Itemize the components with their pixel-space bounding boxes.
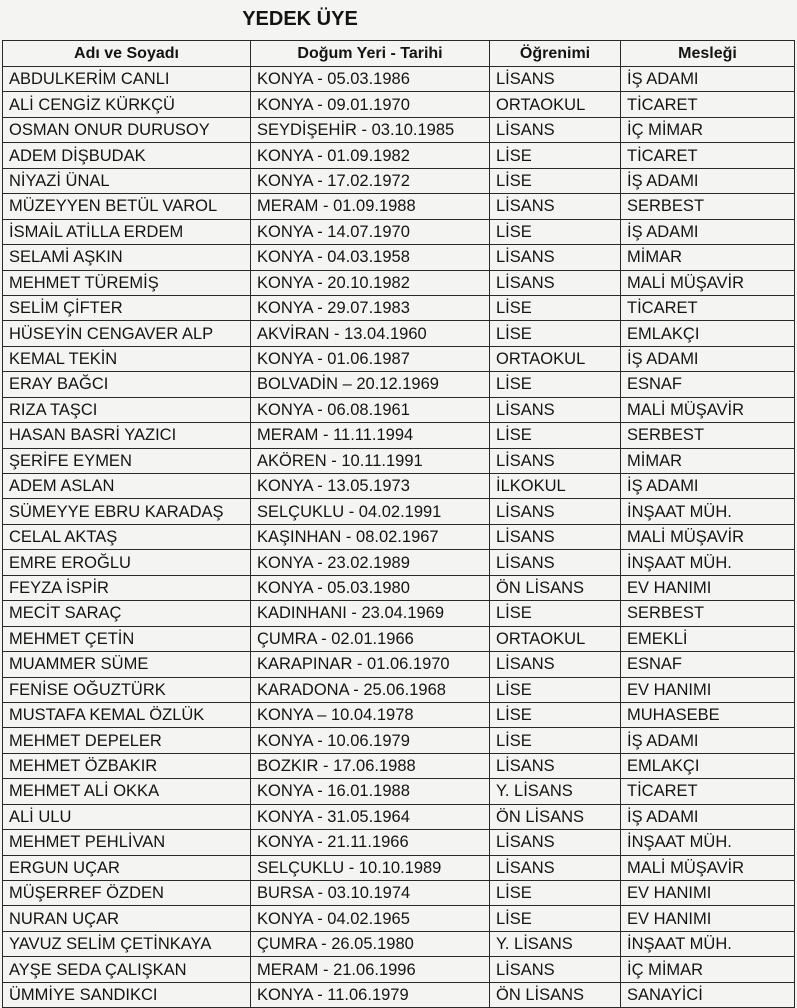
- cell-name: SELİM ÇİFTER: [3, 295, 251, 320]
- cell-birth: KONYA - 04.02.1965: [251, 906, 490, 931]
- table-row: [3, 92, 795, 117]
- cell-birth: AKVİRAN - 13.04.1960: [251, 321, 490, 346]
- cell-name: MEHMET ALİ OKKA: [3, 779, 251, 804]
- cell-birth: MERAM - 21.06.1996: [251, 957, 490, 982]
- table-row: [3, 372, 795, 397]
- table-row: [3, 321, 795, 346]
- cell-occupation: İÇ MİMAR: [621, 117, 795, 142]
- table-row: [3, 779, 795, 804]
- cell-education: ORTAOKUL: [490, 626, 621, 651]
- cell-name: ŞERİFE EYMEN: [3, 448, 251, 473]
- cell-occupation: TİCARET: [621, 92, 795, 117]
- cell-birth: KONYA - 05.03.1986: [251, 67, 490, 92]
- cell-education: LİSE: [490, 601, 621, 626]
- cell-education: LİSE: [490, 168, 621, 193]
- cell-education: ORTAOKUL: [490, 92, 621, 117]
- cell-name: NİYAZİ ÜNAL: [3, 168, 251, 193]
- cell-occupation: İŞ ADAMI: [621, 728, 795, 753]
- cell-occupation: TİCARET: [621, 143, 795, 168]
- cell-education: LİSANS: [490, 830, 621, 855]
- header-name: Adı ve Soyadı: [3, 41, 251, 67]
- cell-education: LİSE: [490, 881, 621, 906]
- cell-name: ALİ CENGİZ KÜRKÇÜ: [3, 92, 251, 117]
- table-row: [3, 830, 795, 855]
- table-row: [3, 855, 795, 880]
- cell-education: LİSANS: [490, 67, 621, 92]
- cell-education: LİSANS: [490, 550, 621, 575]
- cell-birth: SELÇUKLU - 10.10.1989: [251, 855, 490, 880]
- cell-name: KEMAL TEKİN: [3, 346, 251, 371]
- cell-name: FEYZA İSPİR: [3, 575, 251, 600]
- cell-education: ÖN LİSANS: [490, 575, 621, 600]
- cell-birth: KONYA - 20.10.1982: [251, 270, 490, 295]
- cell-name: ALİ ULU: [3, 804, 251, 829]
- cell-name: MEHMET DEPELER: [3, 728, 251, 753]
- table-row: [3, 652, 795, 677]
- cell-name: OSMAN ONUR DURUSOY: [3, 117, 251, 142]
- table-row: [3, 524, 795, 549]
- table-row: [3, 677, 795, 702]
- table-row: [3, 423, 795, 448]
- cell-name: ERAY BAĞCI: [3, 372, 251, 397]
- cell-birth: KAŞINHAN - 08.02.1967: [251, 524, 490, 549]
- cell-occupation: MALİ MÜŞAVİR: [621, 855, 795, 880]
- cell-education: LİSE: [490, 143, 621, 168]
- cell-name: AYŞE SEDA ÇALIŞKAN: [3, 957, 251, 982]
- cell-name: FENİSE OĞUZTÜRK: [3, 677, 251, 702]
- cell-name: NURAN UÇAR: [3, 906, 251, 931]
- cell-occupation: İNŞAAT MÜH.: [621, 931, 795, 956]
- table-row: [3, 626, 795, 651]
- cell-occupation: MALİ MÜŞAVİR: [621, 397, 795, 422]
- cell-education: LİSANS: [490, 957, 621, 982]
- cell-education: LİSANS: [490, 194, 621, 219]
- table-row: [3, 702, 795, 727]
- cell-education: ORTAOKUL: [490, 346, 621, 371]
- cell-education: LİSANS: [490, 117, 621, 142]
- table-row: [3, 575, 795, 600]
- cell-education: LİSE: [490, 295, 621, 320]
- cell-name: YAVUZ SELİM ÇETİNKAYA: [3, 931, 251, 956]
- cell-education: LİSE: [490, 728, 621, 753]
- cell-occupation: EMLAKÇI: [621, 321, 795, 346]
- cell-occupation: EMEKLİ: [621, 626, 795, 651]
- table-row: [3, 601, 795, 626]
- cell-name: ÜMMİYE SANDIKCI: [3, 982, 251, 1007]
- cell-education: LİSANS: [490, 753, 621, 778]
- cell-education: LİSE: [490, 372, 621, 397]
- cell-occupation: MİMAR: [621, 245, 795, 270]
- cell-occupation: MİMAR: [621, 448, 795, 473]
- cell-education: LİSANS: [490, 524, 621, 549]
- cell-occupation: İŞ ADAMI: [621, 219, 795, 244]
- cell-occupation: EV HANIMI: [621, 906, 795, 931]
- cell-education: LİSE: [490, 906, 621, 931]
- cell-birth: KONYA - 06.08.1961: [251, 397, 490, 422]
- cell-birth: ÇUMRA - 02.01.1966: [251, 626, 490, 651]
- table-row: [3, 143, 795, 168]
- cell-occupation: İÇ MİMAR: [621, 957, 795, 982]
- cell-name: HASAN BASRİ YAZICI: [3, 423, 251, 448]
- table-row: [3, 753, 795, 778]
- cell-birth: KARAPINAR - 01.06.1970: [251, 652, 490, 677]
- cell-birth: KARADONA - 25.06.1968: [251, 677, 490, 702]
- cell-name: CELAL AKTAŞ: [3, 524, 251, 549]
- cell-occupation: EV HANIMI: [621, 677, 795, 702]
- table-row: [3, 982, 795, 1007]
- cell-occupation: İNŞAAT MÜH.: [621, 830, 795, 855]
- table-row: [3, 550, 795, 575]
- cell-occupation: EV HANIMI: [621, 575, 795, 600]
- cell-birth: KONYA – 10.04.1978: [251, 702, 490, 727]
- cell-birth: BURSA - 03.10.1974: [251, 881, 490, 906]
- cell-birth: MERAM - 11.11.1994: [251, 423, 490, 448]
- cell-occupation: İNŞAAT MÜH.: [621, 550, 795, 575]
- cell-birth: ÇUMRA - 26.05.1980: [251, 931, 490, 956]
- cell-occupation: ESNAF: [621, 652, 795, 677]
- cell-birth: KONYA - 21.11.1966: [251, 830, 490, 855]
- cell-birth: KADINHANI - 23.04.1969: [251, 601, 490, 626]
- cell-name: MECİT SARAÇ: [3, 601, 251, 626]
- table-row: [3, 67, 795, 92]
- cell-name: HÜSEYİN CENGAVER ALP: [3, 321, 251, 346]
- cell-occupation: TİCARET: [621, 779, 795, 804]
- cell-education: ÖN LİSANS: [490, 982, 621, 1007]
- cell-name: EMRE EROĞLU: [3, 550, 251, 575]
- cell-education: LİSANS: [490, 855, 621, 880]
- cell-education: Y. LİSANS: [490, 931, 621, 956]
- cell-birth: KONYA - 09.01.1970: [251, 92, 490, 117]
- header-occupation: Mesleği: [621, 41, 795, 67]
- cell-birth: BOZKIR - 17.06.1988: [251, 753, 490, 778]
- cell-birth: KONYA - 31.05.1964: [251, 804, 490, 829]
- page-title: YEDEK ÜYE: [242, 8, 358, 30]
- table-row: [3, 448, 795, 473]
- cell-birth: KONYA - 29.07.1983: [251, 295, 490, 320]
- cell-education: LİSANS: [490, 652, 621, 677]
- cell-birth: KONYA - 10.06.1979: [251, 728, 490, 753]
- table-row: [3, 194, 795, 219]
- cell-name: MUSTAFA KEMAL ÖZLÜK: [3, 702, 251, 727]
- table-row: [3, 728, 795, 753]
- table-row: [3, 219, 795, 244]
- cell-birth: BOLVADİN – 20.12.1969: [251, 372, 490, 397]
- table-row: [3, 397, 795, 422]
- table-header-row: [3, 41, 795, 67]
- cell-education: LİSANS: [490, 397, 621, 422]
- cell-name: ERGUN UÇAR: [3, 855, 251, 880]
- header-birth: Doğum Yeri - Tarihi: [251, 41, 490, 67]
- cell-name: SELAMİ AŞKIN: [3, 245, 251, 270]
- cell-education: LİSANS: [490, 270, 621, 295]
- table-row: [3, 881, 795, 906]
- cell-occupation: EV HANIMI: [621, 881, 795, 906]
- header-education: Öğrenimi: [490, 41, 621, 67]
- cell-education: LİSE: [490, 423, 621, 448]
- cell-name: ABDULKERİM CANLI: [3, 67, 251, 92]
- cell-birth: KONYA - 23.02.1989: [251, 550, 490, 575]
- cell-birth: SEYDİŞEHİR - 03.10.1985: [251, 117, 490, 142]
- member-table: [2, 40, 795, 1008]
- cell-name: MUAMMER SÜME: [3, 652, 251, 677]
- table-row: [3, 117, 795, 142]
- cell-occupation: EMLAKÇI: [621, 753, 795, 778]
- cell-birth: KONYA - 05.03.1980: [251, 575, 490, 600]
- cell-education: LİSE: [490, 321, 621, 346]
- table-row: [3, 499, 795, 524]
- cell-occupation: SERBEST: [621, 423, 795, 448]
- cell-name: İSMAİL ATİLLA ERDEM: [3, 219, 251, 244]
- cell-occupation: MALİ MÜŞAVİR: [621, 524, 795, 549]
- cell-name: MÜŞERREF ÖZDEN: [3, 881, 251, 906]
- cell-education: LİSANS: [490, 499, 621, 524]
- cell-birth: MERAM - 01.09.1988: [251, 194, 490, 219]
- table-row: [3, 245, 795, 270]
- table-row: [3, 957, 795, 982]
- cell-education: LİSE: [490, 702, 621, 727]
- cell-birth: AKÖREN - 10.11.1991: [251, 448, 490, 473]
- cell-occupation: İŞ ADAMI: [621, 168, 795, 193]
- table-row: [3, 346, 795, 371]
- cell-education: LİSE: [490, 677, 621, 702]
- table-row: [3, 270, 795, 295]
- cell-name: MEHMET ÇETİN: [3, 626, 251, 651]
- table-row: [3, 474, 795, 499]
- cell-occupation: TİCARET: [621, 295, 795, 320]
- cell-occupation: İŞ ADAMI: [621, 346, 795, 371]
- cell-occupation: İŞ ADAMI: [621, 67, 795, 92]
- cell-name: ADEM ASLAN: [3, 474, 251, 499]
- cell-birth: KONYA - 04.03.1958: [251, 245, 490, 270]
- cell-name: MEHMET ÖZBAKIR: [3, 753, 251, 778]
- cell-name: ADEM DİŞBUDAK: [3, 143, 251, 168]
- cell-name: MEHMET TÜREMİŞ: [3, 270, 251, 295]
- cell-birth: KONYA - 13.05.1973: [251, 474, 490, 499]
- cell-birth: KONYA - 14.07.1970: [251, 219, 490, 244]
- table-row: [3, 906, 795, 931]
- cell-education: ÖN LİSANS: [490, 804, 621, 829]
- table-row: [3, 931, 795, 956]
- table-row: [3, 295, 795, 320]
- cell-birth: KONYA - 17.02.1972: [251, 168, 490, 193]
- cell-occupation: MALİ MÜŞAVİR: [621, 270, 795, 295]
- cell-birth: SELÇUKLU - 04.02.1991: [251, 499, 490, 524]
- table-row: [3, 168, 795, 193]
- cell-name: MEHMET PEHLİVAN: [3, 830, 251, 855]
- cell-birth: KONYA - 01.06.1987: [251, 346, 490, 371]
- cell-birth: KONYA - 11.06.1979: [251, 982, 490, 1007]
- table-row: [3, 804, 795, 829]
- cell-birth: KONYA - 01.09.1982: [251, 143, 490, 168]
- cell-education: Y. LİSANS: [490, 779, 621, 804]
- cell-occupation: İŞ ADAMI: [621, 474, 795, 499]
- cell-name: RIZA TAŞCI: [3, 397, 251, 422]
- cell-occupation: İNŞAAT MÜH.: [621, 499, 795, 524]
- cell-education: LİSANS: [490, 245, 621, 270]
- cell-occupation: SANAYİCİ: [621, 982, 795, 1007]
- cell-occupation: İŞ ADAMI: [621, 804, 795, 829]
- cell-name: MÜZEYYEN BETÜL VAROL: [3, 194, 251, 219]
- cell-name: SÜMEYYE EBRU KARADAŞ: [3, 499, 251, 524]
- cell-occupation: ESNAF: [621, 372, 795, 397]
- cell-occupation: MUHASEBE: [621, 702, 795, 727]
- cell-occupation: SERBEST: [621, 194, 795, 219]
- cell-education: LİSE: [490, 219, 621, 244]
- cell-education: LİSANS: [490, 448, 621, 473]
- cell-birth: KONYA - 16.01.1988: [251, 779, 490, 804]
- cell-education: İLKOKUL: [490, 474, 621, 499]
- cell-occupation: SERBEST: [621, 601, 795, 626]
